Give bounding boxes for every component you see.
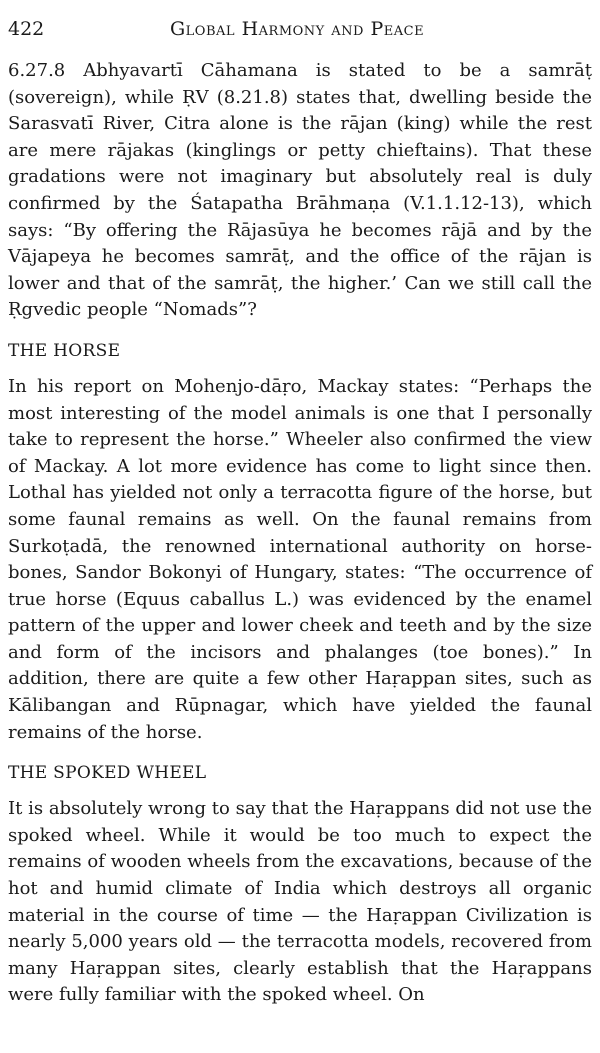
heading-the-spoked-wheel: THE SPOKED WHEEL	[8, 763, 207, 784]
heading-the-horse: THE HORSE	[8, 340, 121, 361]
running-title: Global Harmony and Peace	[170, 18, 425, 40]
paragraph-horse: In his report on Mohenjo-dāṛo, Mackay states: “Perhaps the most interesting of the model animals is one that I personally take to represent the horse.” Wheeler also confirmed the view of Mackay. A lot more evidence has come to light since then. Lothal has yielded not only a terracotta figure of the horse, but some faunal remains as well. On the faunal remains from Surkoṭadā, the renowned international authority on horse-bones, Sandor Bokonyi of Hungary, states: “The occurrence of true horse (Equus caballus L.) was evidenced by the enamel pattern of the upper and lower cheek and teeth and by the size and form of the incisors and phalanges (toe bones).” In addition, there are quite a few other Haṛappan sites, such as Kālibangan and Rūpnagar, which have yielded the faunal remains of the horse.	[8, 375, 592, 743]
running-header	[8, 14, 592, 44]
page-body	[8, 58, 592, 1009]
page-number: 422	[8, 18, 45, 40]
paragraph-spoked-wheel: It is absolutely wrong to say that the Haṛappans did not use the spoked wheel. While it would be too much to expect the remains of wooden wheels from the excavations, because of the hot and humid climate of India which destroys all organic material in the course of time — the Haṛappan Civilization is nearly 5,000 years old — the terracotta models, recovered from many Haṛappan sites, clearly establish that the Haṛappans were fully familiar with the spoked wheel. On	[8, 798, 592, 1006]
paragraph-nomads: 6.27.8 Abhyavartī Cāhamana is stated to be a samrāṭ (sovereign), while ṚV (8.21.8) states that, dwelling beside the Sarasvatī River, Citra alone is the rājan (king) while the rest are mere rājakas (kinglings or petty chieftains). That these gradations were not imaginary but absolutely real is duly confirmed by the Śatapatha Brāhmaṇa (V.1.1.12-13), which says: “By offering the Rājasūya he becomes rājā and by the Vājapeya he becomes samrāṭ, and the office of the rājan is lower and that of the samrāṭ, the higher.’ Can we still call the Ṛgvedic people “Nomads”?	[8, 60, 592, 321]
